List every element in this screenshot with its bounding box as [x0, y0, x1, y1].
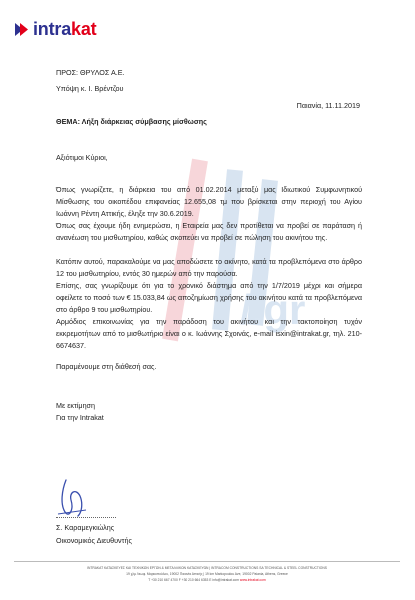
logo-part-kat: kat	[71, 19, 97, 39]
intrakat-logo	[14, 19, 96, 40]
paragraph-contact: Αρμόδιος επικοινωνίας για την παράδοση του ακινήτου και την τακτοποίηση τυχόν εκκρεμοτήτων από το μισθωτήριο είναι ο κ. Ιωάννης Σχοινάς, e-mail isxin@intrakat.gr, τηλ. 210-6674637.	[56, 317, 362, 350]
footer-contact-details: T +30 210 667 4700 F +30 210 664 6353 E info@intrakat.com	[148, 578, 239, 582]
footer-address-line: 19 χλμ Λεωφ. Μαρκοπούλου, 19002 Παιανία Αττικής | 19 km Markopoulou Ave, 19002 Paiania, Athens, Greece	[126, 572, 288, 576]
paragraph-return-property: Κατόπιν αυτού, παρακαλούμε να μας αποδώσετε το ακίνητο, κατά τα προβλεπόμενα στο άρθρο 12 του μισθωτηρίου, εντός 30 ημερών από την παρούσα.	[56, 257, 362, 278]
signature-line	[56, 517, 116, 518]
logo-part-intra: intra	[33, 19, 72, 39]
signatory-name: Σ. Καραμεγκιώλης	[56, 523, 115, 532]
footer-website-link[interactable]: www.intrakat.com	[239, 578, 266, 582]
place-date: Παιανία, 11.11.2019	[296, 101, 360, 110]
logo-mark-icon	[14, 22, 29, 37]
for-company: Για την Intrakat	[56, 413, 104, 422]
logo-wordmark	[33, 19, 96, 40]
recipient-to: ΠΡΟΣ: ΘΡΥΛΟΣ Α.Ε.	[56, 68, 125, 77]
paragraph-no-renewal: Όπως σας έχουμε ήδη ενημερώσει, η Εταιρεία μας δεν προτίθεται να προβεί σε παράταση ή ανανέωση του μισθωτηρίου, καθώς σκοπεύει να προβεί σε πώληση του ακινήτου της.	[56, 221, 362, 242]
signatory-title: Οικονομικός Διευθυντής	[56, 536, 132, 545]
handwritten-signature	[56, 476, 90, 520]
footer-contact-line	[14, 578, 400, 583]
closing-line: Παραμένουμε στη διάθεσή σας.	[56, 362, 157, 371]
paragraph-compensation: Επίσης, σας γνωρίζουμε ότι για το χρονικό διάστημα από την 1/7/2019 μέχρι και σήμερα οφείλετε το ποσό των € 15.033,84 ως αποζημίωση χρήσης του ακινήτου κατά τα προβλεπόμενα στο άρθρο 9 του μισθωτηρίου.	[56, 281, 362, 314]
paragraph-lease-expiry: Όπως γνωρίζετε, η διάρκεια του από 01.02.2014 μεταξύ μας Ιδιωτικού Συμφωνητικού Μίσθωσης του οικοπέδου επιφανείας 12.655,08 τμ που βρίσκεται στην περιοχή του Αγίου Ιωάννη Ρέντη Αττικής, έληξε την 30.6.2019.	[56, 185, 362, 218]
footer-company-line: INTRAKAT ΚΑΤΑΣΚΕΥΕΣ ΚΑΙ ΤΕΧΝΙΚΩΝ ΕΡΓΩΝ & ΜΕΤΑΛΛΙΚΩΝ ΚΑΤΑΣΚΕΥΩΝ | INTRACOM CONSTRUCTIONS SA TECHNICAL & STEEL CONSTRUCTIONS	[87, 566, 327, 570]
footer-divider	[14, 561, 400, 562]
watermark-text: /.gr	[240, 286, 306, 333]
salutation: Αξιότιμοι Κύριοι,	[56, 153, 108, 162]
regards: Με εκτίμηση	[56, 401, 95, 410]
recipient-attention: Υπόψη κ. Ι. Βρέντζου	[56, 84, 124, 93]
subject-line: ΘΕΜΑ: Λήξη διάρκειας σύμβασης μίσθωσης	[56, 117, 207, 126]
